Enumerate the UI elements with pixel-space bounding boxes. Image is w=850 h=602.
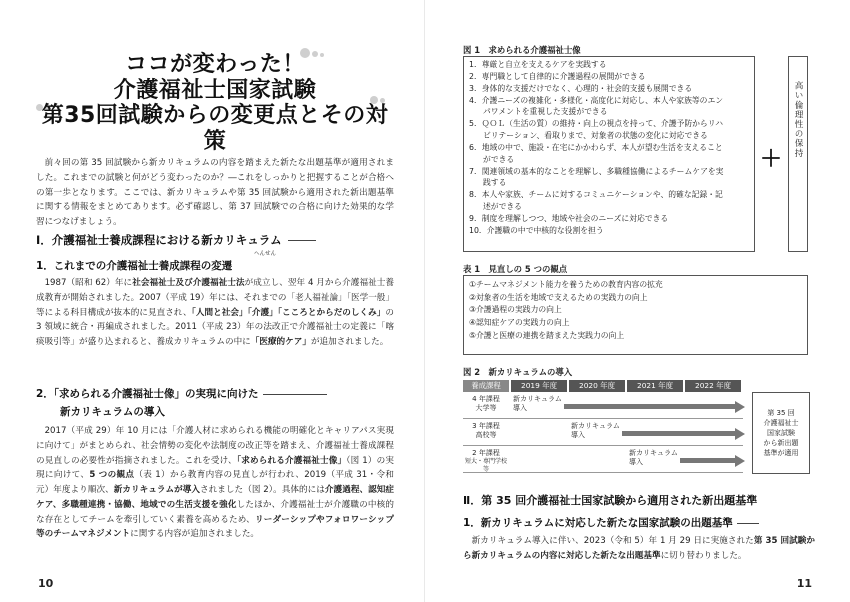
bar-label-line: 導入 xyxy=(571,431,585,440)
figure-1-item: 7．関連領域の基本的なことを理解し、多職種協働によるチームケアを実 xyxy=(469,166,724,176)
figure-1-box xyxy=(463,56,755,252)
figure-1-item: 10．介護職の中で中核的な役割を担う xyxy=(469,225,604,235)
bar-label-line: 新カリキュラム xyxy=(513,395,562,403)
schedule-header-2019: 2019 年度 xyxy=(511,380,567,392)
row-label xyxy=(463,449,509,474)
figure-1-item: 述ができる xyxy=(483,202,522,212)
schedule-header-2021: 2021 年度 xyxy=(627,380,683,392)
figure-1-item: パワメントを重視した支援ができる xyxy=(483,107,608,117)
bar-label xyxy=(629,449,680,467)
bold-run: 新カリキュラムが導入 xyxy=(113,485,201,496)
schedule-row-4year xyxy=(463,392,743,419)
intro-paragraph: 前々回の第 35 回試験から新カリキュラムの内容を踏まえた新たな出題基準が適用されました。これまでの試験と何がどう変わったのか？―これをしっかりと把握することが合格への第一歩となります。ここでは、新カリキュラムや第 35 回試験から適用された新出題基準に関する情報をまとめてあります。必ず確認し、第 37 回試験での合格に向けた効果的な学習につなげましょう。 xyxy=(36,158,394,228)
figure-1-item: 3．身体的な支援だけでなく、心理的・社会的支援も展開できる xyxy=(469,83,693,93)
schedule-header-course: 養成課程 xyxy=(463,380,509,392)
paragraph-new-curriculum xyxy=(36,424,394,542)
page-number-right: 11 xyxy=(796,577,812,590)
subsection-3-heading xyxy=(463,515,759,530)
subsection-3-title: 1．新カリキュラムに対応した新たな国家試験の出題基準 xyxy=(463,517,733,529)
text-run: （表 1）から教育内容の見直しが行われ、2019（平成 31・令和元）年度より順次、 xyxy=(36,470,394,496)
figure-2-title: 図 2 新カリキュラムの導入 xyxy=(463,367,573,377)
text-run: に切り替わりました。 xyxy=(660,550,747,561)
figure-1-item: ビリテーション、看取りまで、対象者の状態の変化に対応できる xyxy=(483,131,708,141)
result-line: 介護福祉士 xyxy=(763,418,799,427)
arrow-head-icon xyxy=(735,428,745,440)
subsection-2-title-line-1 xyxy=(36,386,327,401)
title-line-3: 第35回試験からの変更点とその対策 xyxy=(41,103,389,154)
table-1-item: ①チームマネジメント能力を養うための教育内容の拡充 xyxy=(469,280,663,289)
bold-run: 介護過程、認知症ケア、多職種連携・協働、地域での生活支援を強化 xyxy=(36,485,394,510)
subsection-2-heading xyxy=(36,386,327,419)
bold-run: 社会福祉士及び介護福祉士法 xyxy=(132,278,245,288)
figure-1-item: 践する xyxy=(483,178,507,188)
table-1-title: 表 1 見直しの 5 つの観点 xyxy=(463,264,568,274)
bar-label-line: 新カリキュラム xyxy=(629,449,678,457)
paragraph-history xyxy=(36,276,394,350)
bold-run: 「求められる介護福祉士像」 xyxy=(236,455,347,466)
text-run: されました（図 2）。具体的には xyxy=(200,485,325,496)
bar-label xyxy=(513,395,564,413)
figure-1-item: 5．ＱＯＬ（生活の質）の維持・向上の視点を持って、介護予防からリハ xyxy=(469,119,724,129)
text-run: の 3 領域に統合・再編成されました。2011（平成 23）年の法改正で介護福祉士の定義に「喀痰吸引等」が盛り込まれると、養成カリキュラムの中に xyxy=(36,307,394,348)
schedule-row-3year xyxy=(463,419,743,446)
table-1-item: ④認知症ケアの実践力の向上 xyxy=(469,317,570,327)
subsection-1-title: 1．これまでの介護福祉士養成課程の変遷 xyxy=(36,260,233,272)
row-label-line: 短大・専門学校等 xyxy=(464,458,507,473)
title-line-1: ココが変わった！ xyxy=(125,52,305,77)
figure-1-title: 図 1 求められる介護福祉士像 xyxy=(463,45,581,55)
title-line-2: 介護福祉士国家試験 xyxy=(113,77,317,103)
subsection-1-heading xyxy=(36,251,277,273)
result-line: 国家試験 xyxy=(767,428,795,437)
bar-label-line: 新カリキュラム xyxy=(571,422,620,430)
row-label xyxy=(463,422,509,440)
text-run: 新カリキュラム導入に伴い、2023（令和 5）年 1 月 29 日に実施された xyxy=(471,536,754,546)
section-1-heading xyxy=(36,232,316,248)
result-line: から新出題 xyxy=(763,439,799,448)
arrow-head-icon xyxy=(735,401,745,413)
bold-run: 「医療的ケア」 xyxy=(250,337,311,348)
row-label-line: 高校等 xyxy=(475,431,497,440)
subsection-2-title-line-2: 新カリキュラムの導入 xyxy=(60,406,165,418)
bold-run: 第 35 回試験から新カリキュラムの内容に対応した新たな出題基準 xyxy=(463,536,815,561)
paragraph-new-criteria xyxy=(463,534,815,564)
bold-run: 「人間と社会」「介護」「こころとからだのしくみ」 xyxy=(191,307,386,318)
schedule-header-2022: 2022 年度 xyxy=(685,380,741,392)
row-label xyxy=(463,395,509,413)
text-run: が成立し、翌年 4 月から介護福祉士養成教育が開始されました。2007（平成 19）年には、それまでの「老人福祉論」「医学一般」等による科目構成が抜本的に見直され、 xyxy=(36,278,394,318)
bar-label-line: 導入 xyxy=(629,458,643,467)
figure-1-item: 6．地域の中で、施設・在宅にかかわらず、本人が望む生活を支えること xyxy=(469,142,723,152)
table-1-box xyxy=(463,275,808,355)
table-1-item: ③介護過程の実践力の向上 xyxy=(469,305,562,315)
text-run: に関する内容が追加されました。 xyxy=(130,529,260,540)
figure-1-item: 1．尊厳と自立を支えるケアを実践する xyxy=(469,60,607,69)
text-run: したほか、介護福祉士が介護職の中核的な存在としてチームを牽引していく素養を高めるため、 xyxy=(36,499,394,525)
figure-1-item: ができる xyxy=(483,154,515,164)
row-label-line: 3 年課程 xyxy=(472,422,500,430)
subsection-1-ruby: へんせん xyxy=(254,251,277,257)
bar-label xyxy=(571,422,622,440)
page-number-left: 10 xyxy=(38,577,54,590)
figure-1-item: 8．本人や家族、チームに対するコミュニケーションや、的確な記録・記 xyxy=(469,190,723,200)
bold-run: リーダーシップやフォロワーシップ等のチームマネジメント xyxy=(36,514,394,540)
result-line: 第 35 回 xyxy=(767,408,795,417)
subsection-2-title-text: 2．「求められる介護福祉士像」の実現に向けた xyxy=(36,388,259,400)
plus-sign: ＋ xyxy=(760,147,783,172)
row-label-line: 2 年課程 xyxy=(472,449,500,457)
text-run: 2017（平成 29）年 10 月には「介護人材に求められる機能の明確化とキャリアパス実現に向けて」がまとめられ、社会情勢の変化や法制度の改正等を踏まえ、介護福祉士養成課程の見直しの必要性が指摘されました。これを受け、 xyxy=(36,426,394,466)
table-1-item: ②対象者の生活を地域で支えるための実践力の向上 xyxy=(469,292,648,302)
ethics-box: 高い倫理性の保持 xyxy=(788,56,808,252)
article-title xyxy=(40,52,390,154)
section-1-title: Ⅰ．介護福祉士養成課程における新カリキュラム xyxy=(36,233,282,247)
schedule-result-box xyxy=(752,392,810,474)
text-run: 1987（昭和 62）年に xyxy=(44,278,133,288)
figure-1-item: 2．専門職として自律的に介護過程の展開ができる xyxy=(469,71,646,81)
schedule-header-2020: 2020 年度 xyxy=(569,380,625,392)
text-run: が追加されました。 xyxy=(310,337,389,348)
result-line: 基準が適用 xyxy=(763,449,799,458)
figure-1-item: 4．介護ニーズの複雑化・多様化・高度化に対応し、本人や家族等のエン xyxy=(469,95,724,105)
curriculum-arrow xyxy=(543,404,735,409)
table-1-item: ⑤介護と医療の連携を踏まえた実践力の向上 xyxy=(469,330,625,340)
text-run: （図 1）の実現に向けて、 xyxy=(36,455,394,481)
bold-run: 5 つの観点 xyxy=(89,470,135,481)
figure-1-item: 9．制度を理解しつつ、地域や社会のニーズに対応できる xyxy=(469,213,669,223)
schedule-row-2year xyxy=(463,446,743,473)
row-label-line: 大学等 xyxy=(475,404,497,413)
bar-label-line: 導入 xyxy=(513,404,527,413)
row-label-line: 4 年課程 xyxy=(472,395,500,403)
section-2-heading: Ⅱ．第 35 回介護福祉士国家試験から適用された新出題基準 xyxy=(463,494,758,507)
arrow-head-icon xyxy=(735,455,745,467)
